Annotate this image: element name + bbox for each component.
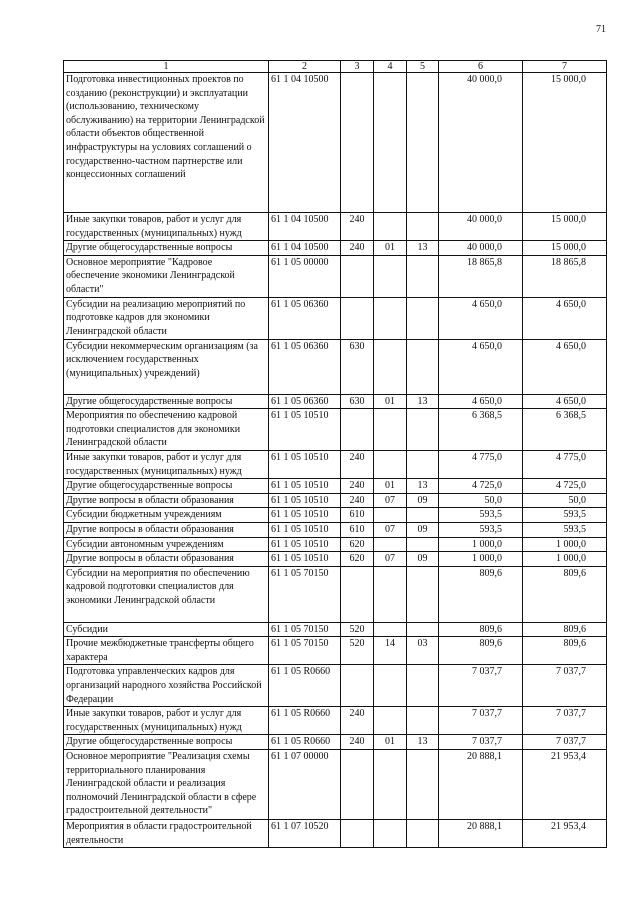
table-row [64, 255, 607, 297]
expense-type-cell [341, 297, 374, 339]
section-cell [374, 73, 407, 213]
amount-col6-cell: 18 865,8 [439, 255, 523, 297]
amount-col6-cell: 4 725,0 [439, 479, 523, 494]
section-cell [374, 409, 407, 451]
amount-col7-cell: 4 725,0 [523, 479, 607, 494]
table-row [64, 493, 607, 508]
table-row [64, 73, 607, 213]
subsection-cell: 09 [407, 493, 439, 508]
page-number: 71 [596, 24, 606, 35]
target-code-cell: 61 1 05 R0660 [269, 707, 341, 735]
amount-col7-cell: 21 953,4 [523, 820, 607, 848]
item-name-cell: Другие вопросы в области образования [64, 493, 269, 508]
subsection-cell [407, 73, 439, 213]
section-cell [374, 450, 407, 478]
amount-col6-cell: 1 000,0 [439, 537, 523, 552]
amount-col7-cell: 4 650,0 [523, 339, 607, 394]
target-code-cell: 61 1 04 10500 [269, 241, 341, 256]
subsection-cell [407, 339, 439, 394]
section-cell: 14 [374, 637, 407, 665]
expense-type-cell: 520 [341, 622, 374, 637]
target-code-cell: 61 1 04 10500 [269, 73, 341, 213]
amount-col7-cell: 21 953,4 [523, 750, 607, 820]
expense-type-cell: 520 [341, 637, 374, 665]
subsection-cell [407, 508, 439, 523]
amount-col6-cell: 7 037,7 [439, 735, 523, 750]
amount-col7-cell: 15 000,0 [523, 73, 607, 213]
amount-col7-cell: 809,6 [523, 566, 607, 622]
table-header-row [64, 61, 607, 73]
header-cell: 2 [269, 61, 341, 73]
expense-type-cell: 610 [341, 522, 374, 537]
amount-col6-cell: 20 888,1 [439, 820, 523, 848]
target-code-cell: 61 1 04 10500 [269, 213, 341, 241]
amount-col6-cell: 7 037,7 [439, 665, 523, 707]
expense-type-cell [341, 255, 374, 297]
header-cell: 7 [523, 61, 607, 73]
item-name-cell: Субсидии на реализацию мероприятий по подготовке кадров для экономики Ленинградской области [64, 297, 269, 339]
amount-col6-cell: 40 000,0 [439, 241, 523, 256]
item-name-cell: Субсидии бюджетным учреждениям [64, 508, 269, 523]
section-cell [374, 665, 407, 707]
subsection-cell [407, 622, 439, 637]
expense-type-cell: 620 [341, 552, 374, 567]
header-cell: 6 [439, 61, 523, 73]
target-code-cell: 61 1 05 R0660 [269, 665, 341, 707]
table-row [64, 665, 607, 707]
expense-type-cell: 240 [341, 450, 374, 478]
subsection-cell: 09 [407, 522, 439, 537]
table-row [64, 622, 607, 637]
subsection-cell: 13 [407, 394, 439, 409]
amount-col7-cell: 809,6 [523, 637, 607, 665]
table-row [64, 750, 607, 820]
table-row [64, 552, 607, 567]
amount-col6-cell: 4 650,0 [439, 339, 523, 394]
target-code-cell: 61 1 05 10510 [269, 508, 341, 523]
amount-col7-cell: 15 000,0 [523, 241, 607, 256]
target-code-cell: 61 1 07 10520 [269, 820, 341, 848]
subsection-cell [407, 665, 439, 707]
table-row [64, 241, 607, 256]
subsection-cell: 03 [407, 637, 439, 665]
table-row [64, 213, 607, 241]
section-cell: 07 [374, 493, 407, 508]
subsection-cell: 13 [407, 735, 439, 750]
amount-col6-cell: 4 775,0 [439, 450, 523, 478]
table-row [64, 339, 607, 394]
expense-type-cell: 240 [341, 241, 374, 256]
amount-col7-cell: 7 037,7 [523, 707, 607, 735]
item-name-cell: Другие общегосударственные вопросы [64, 479, 269, 494]
header-cell: 3 [341, 61, 374, 73]
item-name-cell: Субсидии автономным учреждениям [64, 537, 269, 552]
expense-type-cell [341, 409, 374, 451]
amount-col6-cell: 6 368,5 [439, 409, 523, 451]
item-name-cell: Основное мероприятие "Реализация схемы территориального планирования Ленинградской области и реализация полномочий Ленинградской области в сфере градостроительной деятельности" [64, 750, 269, 820]
section-cell: 01 [374, 241, 407, 256]
target-code-cell: 61 1 05 10510 [269, 479, 341, 494]
item-name-cell: Субсидии [64, 622, 269, 637]
item-name-cell: Другие общегосударственные вопросы [64, 241, 269, 256]
amount-col7-cell: 7 037,7 [523, 735, 607, 750]
target-code-cell: 61 1 05 06360 [269, 339, 341, 394]
section-cell: 01 [374, 394, 407, 409]
amount-col6-cell: 593,5 [439, 508, 523, 523]
target-code-cell: 61 1 05 70150 [269, 622, 341, 637]
item-name-cell: Мероприятия по обеспечению кадровой подготовки специалистов для экономики Ленинградской области [64, 409, 269, 451]
table-row [64, 394, 607, 409]
amount-col7-cell: 50,0 [523, 493, 607, 508]
item-name-cell: Субсидии на мероприятия по обеспечению кадровой подготовки специалистов для экономики Ленинградской области [64, 566, 269, 622]
table-row [64, 637, 607, 665]
target-code-cell: 61 1 05 10510 [269, 537, 341, 552]
amount-col7-cell: 1 000,0 [523, 537, 607, 552]
section-cell: 01 [374, 735, 407, 750]
item-name-cell: Мероприятия в области градостроительной деятельности [64, 820, 269, 848]
amount-col6-cell: 809,6 [439, 622, 523, 637]
amount-col6-cell: 40 000,0 [439, 213, 523, 241]
amount-col7-cell: 4 650,0 [523, 297, 607, 339]
table-row [64, 707, 607, 735]
section-cell [374, 820, 407, 848]
subsection-cell [407, 537, 439, 552]
subsection-cell: 13 [407, 479, 439, 494]
table-row [64, 450, 607, 478]
section-cell: 01 [374, 479, 407, 494]
amount-col7-cell: 6 368,5 [523, 409, 607, 451]
subsection-cell [407, 566, 439, 622]
amount-col7-cell: 7 037,7 [523, 665, 607, 707]
amount-col6-cell: 7 037,7 [439, 707, 523, 735]
section-cell [374, 297, 407, 339]
amount-col6-cell: 593,5 [439, 522, 523, 537]
amount-col6-cell: 1 000,0 [439, 552, 523, 567]
amount-col6-cell: 809,6 [439, 637, 523, 665]
target-code-cell: 61 1 05 00000 [269, 255, 341, 297]
section-cell [374, 508, 407, 523]
item-name-cell: Другие общегосударственные вопросы [64, 735, 269, 750]
subsection-cell [407, 707, 439, 735]
amount-col7-cell: 18 865,8 [523, 255, 607, 297]
item-name-cell: Другие вопросы в области образования [64, 522, 269, 537]
target-code-cell: 61 1 07 00000 [269, 750, 341, 820]
target-code-cell: 61 1 05 10510 [269, 409, 341, 451]
amount-col7-cell: 809,6 [523, 622, 607, 637]
expense-type-cell: 240 [341, 213, 374, 241]
item-name-cell: Иные закупки товаров, работ и услуг для государственных (муниципальных) нужд [64, 450, 269, 478]
target-code-cell: 61 1 05 70150 [269, 566, 341, 622]
expense-type-cell: 630 [341, 339, 374, 394]
item-name-cell: Другие общегосударственные вопросы [64, 394, 269, 409]
expense-type-cell: 240 [341, 735, 374, 750]
item-name-cell: Прочие межбюджетные трансферты общего характера [64, 637, 269, 665]
amount-col6-cell: 40 000,0 [439, 73, 523, 213]
table-row [64, 522, 607, 537]
table-row [64, 820, 607, 848]
expense-type-cell [341, 665, 374, 707]
table-row [64, 297, 607, 339]
header-cell: 4 [374, 61, 407, 73]
expense-type-cell: 240 [341, 493, 374, 508]
item-name-cell: Другие вопросы в области образования [64, 552, 269, 567]
subsection-cell [407, 297, 439, 339]
expense-type-cell [341, 820, 374, 848]
amount-col7-cell: 4 775,0 [523, 450, 607, 478]
expense-type-cell [341, 750, 374, 820]
expense-type-cell [341, 566, 374, 622]
target-code-cell: 61 1 05 06360 [269, 297, 341, 339]
subsection-cell [407, 820, 439, 848]
amount-col6-cell: 50,0 [439, 493, 523, 508]
item-name-cell: Подготовка управленческих кадров для организаций народного хозяйства Российской Федерации [64, 665, 269, 707]
section-cell [374, 213, 407, 241]
amount-col7-cell: 15 000,0 [523, 213, 607, 241]
target-code-cell: 61 1 05 10510 [269, 552, 341, 567]
amount-col6-cell: 20 888,1 [439, 750, 523, 820]
table-row [64, 735, 607, 750]
subsection-cell [407, 213, 439, 241]
section-cell: 07 [374, 522, 407, 537]
section-cell [374, 537, 407, 552]
target-code-cell: 61 1 05 10510 [269, 450, 341, 478]
amount-col7-cell: 1 000,0 [523, 552, 607, 567]
expense-type-cell: 620 [341, 537, 374, 552]
expense-type-cell: 610 [341, 508, 374, 523]
target-code-cell: 61 1 05 R0660 [269, 735, 341, 750]
header-cell: 5 [407, 61, 439, 73]
amount-col6-cell: 809,6 [439, 566, 523, 622]
target-code-cell: 61 1 05 70150 [269, 637, 341, 665]
item-name-cell: Подготовка инвестиционных проектов по созданию (реконструкции) и эксплуатации (использованию, техническому обслуживанию) на территории Ленинградской области объектов общественной инфраструктуры на условиях соглашений о государственно-частном партнерстве или концессионных соглашений [64, 73, 269, 213]
section-cell [374, 707, 407, 735]
subsection-cell [407, 255, 439, 297]
section-cell: 07 [374, 552, 407, 567]
subsection-cell: 09 [407, 552, 439, 567]
table-row [64, 479, 607, 494]
expense-type-cell: 630 [341, 394, 374, 409]
item-name-cell: Иные закупки товаров, работ и услуг для государственных (муниципальных) нужд [64, 707, 269, 735]
expense-type-cell: 240 [341, 707, 374, 735]
table-row [64, 409, 607, 451]
table-row [64, 566, 607, 622]
amount-col7-cell: 593,5 [523, 508, 607, 523]
header-cell: 1 [64, 61, 269, 73]
subsection-cell [407, 750, 439, 820]
target-code-cell: 61 1 05 06360 [269, 394, 341, 409]
expense-type-cell: 240 [341, 479, 374, 494]
expense-type-cell [341, 73, 374, 213]
table-row [64, 508, 607, 523]
subsection-cell [407, 409, 439, 451]
section-cell [374, 622, 407, 637]
amount-col6-cell: 4 650,0 [439, 394, 523, 409]
table-row [64, 537, 607, 552]
item-name-cell: Иные закупки товаров, работ и услуг для государственных (муниципальных) нужд [64, 213, 269, 241]
amount-col7-cell: 593,5 [523, 522, 607, 537]
target-code-cell: 61 1 05 10510 [269, 493, 341, 508]
section-cell [374, 339, 407, 394]
target-code-cell: 61 1 05 10510 [269, 522, 341, 537]
budget-table [63, 60, 607, 848]
item-name-cell: Основное мероприятие "Кадровое обеспечение экономики Ленинградской области" [64, 255, 269, 297]
item-name-cell: Субсидии некоммерческим организациям (за исключением государственных (муниципальных) учреждений) [64, 339, 269, 394]
section-cell [374, 566, 407, 622]
section-cell [374, 750, 407, 820]
subsection-cell: 13 [407, 241, 439, 256]
section-cell [374, 255, 407, 297]
subsection-cell [407, 450, 439, 478]
amount-col6-cell: 4 650,0 [439, 297, 523, 339]
amount-col7-cell: 4 650,0 [523, 394, 607, 409]
